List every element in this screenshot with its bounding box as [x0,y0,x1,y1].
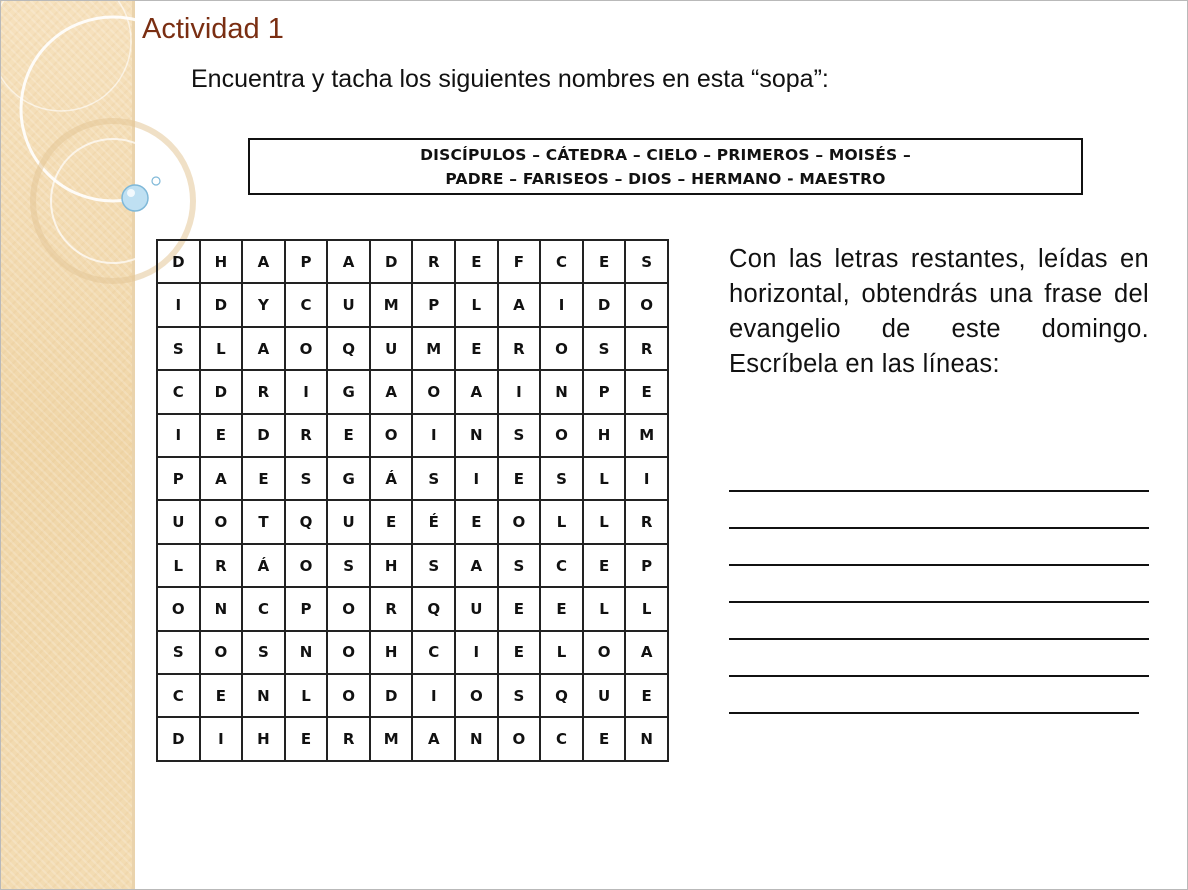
grid-cell[interactable]: S [285,457,328,500]
grid-cell[interactable]: H [242,717,285,761]
grid-cell[interactable]: A [455,370,498,413]
grid-cell[interactable]: D [370,240,413,283]
grid-row [157,631,668,674]
grid-cell[interactable]: I [412,414,455,457]
grid-cell[interactable]: N [455,717,498,761]
instruction-text: Encuentra y tacha los siguientes nombres en esta “sopa”: [191,65,829,93]
grid-cell[interactable]: E [583,544,626,587]
grid-cell[interactable]: E [583,717,626,761]
grid-cell[interactable]: E [625,370,668,413]
grid-cell[interactable]: P [625,544,668,587]
grid-cell[interactable]: Q [412,587,455,630]
grid-cell[interactable]: N [242,674,285,717]
grid-cell[interactable]: O [498,717,541,761]
grid-cell[interactable]: E [625,674,668,717]
grid-cell[interactable]: O [583,631,626,674]
grid-cell[interactable]: E [327,414,370,457]
grid-cell[interactable]: Á [242,544,285,587]
grid-cell[interactable]: C [285,283,328,326]
word-search-grid[interactable] [156,239,669,762]
grid-cell[interactable]: O [285,544,328,587]
grid-cell[interactable]: M [412,327,455,370]
grid-cell[interactable]: Á [370,457,413,500]
answer-lines[interactable] [729,467,1149,726]
grid-cell[interactable]: R [498,327,541,370]
grid-cell[interactable]: L [200,327,243,370]
grid-cell[interactable]: C [157,674,200,717]
grid-cell[interactable]: P [285,240,328,283]
grid-cell[interactable]: A [455,544,498,587]
grid-cell[interactable]: S [157,631,200,674]
grid-cell[interactable]: D [242,414,285,457]
grid-cell[interactable]: U [455,587,498,630]
grid-cell[interactable]: E [583,240,626,283]
grid-cell[interactable]: L [285,674,328,717]
grid-cell[interactable]: A [327,240,370,283]
grid-cell[interactable]: A [242,240,285,283]
grid-cell[interactable]: C [540,717,583,761]
grid-cell[interactable]: O [455,674,498,717]
grid-cell[interactable]: E [455,327,498,370]
grid-cell[interactable]: P [583,370,626,413]
grid-cell[interactable]: C [540,240,583,283]
grid-cell[interactable]: S [498,414,541,457]
grid-cell[interactable]: M [370,717,413,761]
grid-cell[interactable]: R [242,370,285,413]
grid-cell[interactable]: I [625,457,668,500]
grid-cell[interactable]: R [412,240,455,283]
answer-line[interactable] [729,504,1149,529]
grid-cell[interactable]: R [200,544,243,587]
grid-cell[interactable]: E [455,240,498,283]
grid-cell[interactable]: I [455,631,498,674]
grid-cell[interactable]: U [157,500,200,543]
grid-cell[interactable]: L [455,283,498,326]
grid-cell[interactable]: E [540,587,583,630]
grid-cell[interactable]: L [583,587,626,630]
grid-cell[interactable]: M [625,414,668,457]
grid-cell[interactable]: E [285,717,328,761]
grid-cell[interactable]: S [412,544,455,587]
page-title: Actividad 1 [142,13,284,45]
instructions-paragraph: Con las letras restantes, leídas en horizontal, obtendrás una frase del evangelio de este domingo. Escríbela en las líneas: [729,245,1149,378]
grid-cell[interactable]: I [285,370,328,413]
grid-cell[interactable]: O [327,631,370,674]
word-list-box [248,138,1083,195]
grid-cell[interactable]: I [498,370,541,413]
grid-cell[interactable]: D [200,370,243,413]
grid-cell[interactable]: É [412,500,455,543]
grid-cell[interactable]: S [583,327,626,370]
answer-line[interactable] [729,578,1149,603]
grid-row [157,587,668,630]
grid-cell[interactable]: A [498,283,541,326]
grid-cell[interactable]: M [370,283,413,326]
grid-cell[interactable]: U [370,327,413,370]
grid-cell[interactable]: R [625,327,668,370]
grid-cell[interactable]: I [412,674,455,717]
grid-cell[interactable]: N [540,370,583,413]
grid-cell[interactable]: O [540,327,583,370]
grid-cell[interactable]: H [370,544,413,587]
grid-cell[interactable]: R [370,587,413,630]
grid-cell[interactable]: I [157,283,200,326]
grid-cell[interactable]: O [412,370,455,413]
grid-row [157,327,668,370]
grid-cell[interactable]: R [327,717,370,761]
grid-cell[interactable]: L [540,631,583,674]
grid-row [157,544,668,587]
grid-cell[interactable]: O [200,631,243,674]
grid-cell[interactable]: L [540,500,583,543]
answer-line[interactable] [729,467,1149,492]
answer-line[interactable] [729,541,1149,566]
grid-cell[interactable]: A [412,717,455,761]
answer-line[interactable] [729,689,1139,714]
grid-cell[interactable]: N [285,631,328,674]
grid-cell[interactable]: S [157,327,200,370]
grid-cell[interactable]: P [285,587,328,630]
grid-cell[interactable]: D [200,283,243,326]
grid-cell[interactable]: O [370,414,413,457]
grid-cell[interactable]: S [540,457,583,500]
grid-cell[interactable]: A [200,457,243,500]
grid-row [157,370,668,413]
grid-cell[interactable]: L [583,457,626,500]
grid-cell[interactable]: P [157,457,200,500]
grid-cell[interactable]: R [625,500,668,543]
grid-cell[interactable]: I [200,717,243,761]
grid-cell[interactable]: L [157,544,200,587]
grid-cell[interactable]: O [200,500,243,543]
grid-row [157,717,668,761]
grid-row [157,240,668,283]
grid-row [157,457,668,500]
grid-cell[interactable]: E [242,457,285,500]
grid-cell[interactable]: F [498,240,541,283]
grid-cell[interactable]: E [370,500,413,543]
grid-cell[interactable]: A [242,327,285,370]
grid-cell[interactable]: N [625,717,668,761]
grid-cell[interactable]: C [242,587,285,630]
grid-cell[interactable]: A [370,370,413,413]
grid-cell[interactable]: O [157,587,200,630]
grid-cell[interactable]: S [498,544,541,587]
grid-cell[interactable]: S [242,631,285,674]
grid-cell[interactable]: G [327,457,370,500]
grid-cell[interactable]: L [583,500,626,543]
grid-cell[interactable]: C [157,370,200,413]
grid-cell[interactable]: U [327,500,370,543]
grid-cell[interactable]: S [327,544,370,587]
answer-line[interactable] [729,615,1149,640]
word-list-line-1: DISCÍPULOS – CÁTEDRA – CIELO – PRIMEROS – MOISÉS – [420,145,911,164]
grid-cell[interactable]: N [200,587,243,630]
grid-cell[interactable]: O [498,500,541,543]
grid-cell[interactable]: S [625,240,668,283]
grid-cell[interactable]: O [327,587,370,630]
grid-cell[interactable]: S [412,457,455,500]
grid-row [157,674,668,717]
grid-cell[interactable]: R [285,414,328,457]
grid-cell[interactable]: Q [285,500,328,543]
grid-cell[interactable]: I [157,414,200,457]
grid-cell[interactable]: P [412,283,455,326]
grid-cell[interactable]: Q [540,674,583,717]
grid-cell[interactable]: H [370,631,413,674]
grid-cell[interactable]: H [583,414,626,457]
grid-cell[interactable]: T [242,500,285,543]
grid-cell[interactable]: N [455,414,498,457]
grid-cell[interactable]: E [455,500,498,543]
grid-cell[interactable]: G [327,370,370,413]
grid-cell[interactable]: E [200,674,243,717]
grid-cell[interactable]: E [200,414,243,457]
grid-cell[interactable]: C [412,631,455,674]
grid-cell[interactable]: O [285,327,328,370]
grid-cell[interactable]: O [540,414,583,457]
grid-cell[interactable]: Q [327,327,370,370]
grid-cell[interactable]: C [540,544,583,587]
grid-row [157,283,668,326]
grid-cell[interactable]: U [327,283,370,326]
answer-line[interactable] [729,652,1149,677]
grid-cell[interactable]: D [157,240,200,283]
grid-cell[interactable]: I [540,283,583,326]
grid-cell[interactable]: Y [242,283,285,326]
grid-cell[interactable]: H [200,240,243,283]
grid-cell[interactable]: E [498,631,541,674]
grid-cell[interactable]: L [625,587,668,630]
grid-cell[interactable]: I [455,457,498,500]
grid-cell[interactable]: D [157,717,200,761]
grid-cell[interactable]: D [370,674,413,717]
grid-row [157,414,668,457]
word-list-line-2: PADRE – FARISEOS – DIOS – HERMANO - MAESTRO [445,169,886,188]
grid-cell[interactable]: E [498,587,541,630]
grid-cell[interactable]: O [327,674,370,717]
grid-row [157,500,668,543]
grid-cell[interactable]: E [498,457,541,500]
grid-cell[interactable]: O [625,283,668,326]
grid-cell[interactable]: A [625,631,668,674]
grid-cell[interactable]: U [583,674,626,717]
grid-cell[interactable]: S [498,674,541,717]
grid-cell[interactable]: D [583,283,626,326]
